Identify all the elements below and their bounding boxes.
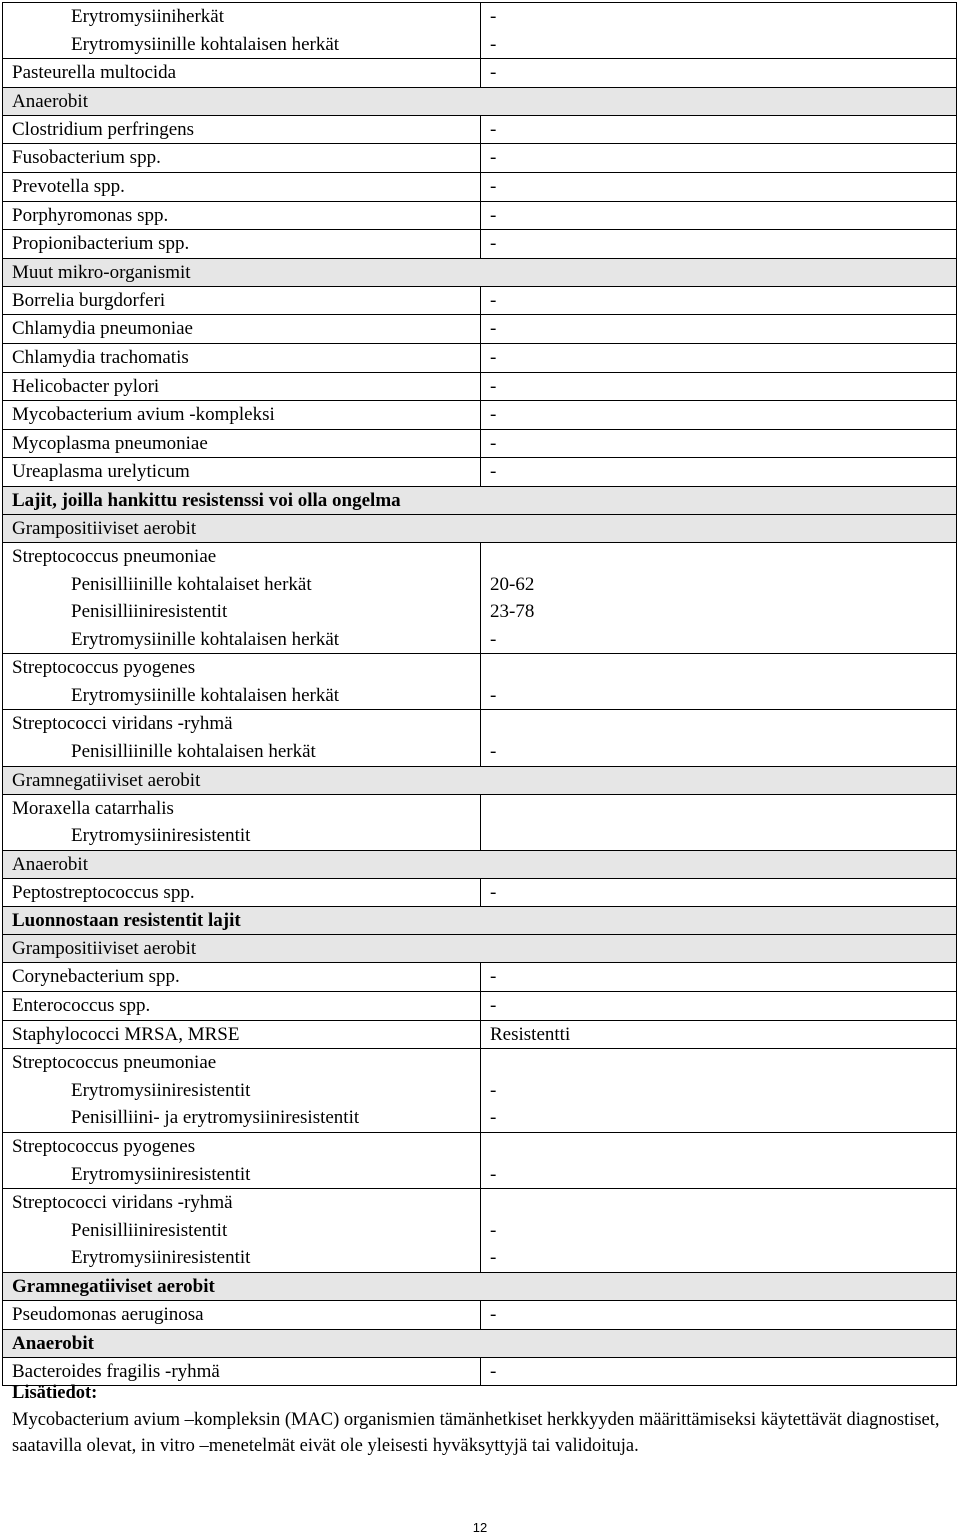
table-row [2, 287, 957, 316]
organism-cell [3, 3, 481, 58]
organism-name: Moraxella catarrhalis [12, 797, 174, 819]
organism-name: Erytromysiiniresistentit [71, 1247, 251, 1269]
organism-name: Streptococcus pneumoniae [12, 1052, 217, 1074]
resistance-value: - [490, 147, 497, 169]
table-row [2, 710, 957, 766]
organism-name: Bacteroides fragilis -ryhmä [12, 1360, 220, 1382]
organism-name: Helicobacter pylori [12, 375, 160, 397]
organism-name: Erytromysiiniherkät [71, 6, 225, 27]
resistance-cell [481, 963, 956, 991]
organism-name: Erytromysiinille kohtalaisen herkät [71, 628, 340, 650]
organism-cell [3, 654, 481, 709]
section-header: Anaerobit [2, 1330, 957, 1358]
organism-name: Borrelia burgdorferi [12, 289, 166, 311]
resistance-value: - [490, 432, 497, 454]
table-row [2, 1133, 957, 1189]
resistance-value: - [490, 881, 497, 903]
table-row [2, 2, 957, 59]
resistance-cell [481, 992, 956, 1020]
table-row [2, 1301, 957, 1330]
organism-name: Corynebacterium spp. [12, 966, 180, 988]
organism-cell [3, 430, 481, 458]
resistance-value [490, 1049, 956, 1077]
organism-cell [3, 1049, 481, 1132]
resistance-cell [481, 795, 956, 850]
resistance-cell [481, 344, 956, 372]
organism-name: Erytromysiiniresistentit [71, 1079, 251, 1101]
section-header: Gramnegatiiviset aerobit [2, 767, 957, 795]
table-row [2, 543, 957, 654]
organism-name: Penisilliinille kohtalaisen herkät [71, 741, 316, 763]
table-row [2, 344, 957, 373]
section-header: Luonnostaan resistentit lajit [2, 907, 957, 935]
resistance-value: 20-62 [490, 573, 535, 595]
table-row [2, 401, 957, 430]
resistance-value [490, 1189, 956, 1217]
table-row [2, 795, 957, 851]
resistance-cell [481, 3, 956, 58]
organism-name: Porphyromonas spp. [12, 204, 169, 226]
resistance-value [490, 543, 956, 571]
resistance-cell [481, 1301, 956, 1329]
organism-cell [3, 992, 481, 1020]
resistance-cell [481, 315, 956, 343]
resistance-value: - [490, 1079, 497, 1101]
organism-name: Streptococcus pneumoniae [12, 545, 217, 567]
organism-name: Penisilliiniresistentit [71, 1219, 228, 1241]
resistance-value: - [490, 204, 497, 226]
table-row [2, 230, 957, 259]
resistance-cell [481, 202, 956, 230]
resistance-cell [481, 1049, 956, 1132]
organism-name: Streptococcus pyogenes [12, 657, 196, 679]
resistance-value: - [490, 346, 497, 368]
resistance-value: - [490, 1107, 497, 1129]
organism-name: Streptococci viridans -ryhmä [12, 1192, 233, 1214]
organism-name: Clostridium perfringens [12, 118, 195, 140]
resistance-cell [481, 287, 956, 315]
resistance-cell [481, 59, 956, 87]
organism-cell [3, 59, 481, 87]
organism-name: Propionibacterium spp. [12, 233, 190, 255]
organism-name: Erytromysiinille kohtalaisen herkät [71, 684, 340, 706]
resistance-value: - [490, 404, 497, 426]
resistance-value: - [490, 1247, 497, 1269]
resistance-value [490, 795, 956, 823]
resistance-value [490, 822, 956, 850]
resistance-value [490, 1133, 956, 1161]
table-row [2, 1049, 957, 1133]
organism-cell [3, 315, 481, 343]
section-header: Anaerobit [2, 88, 957, 116]
section-header: Muut mikro-organismit [2, 259, 957, 287]
resistance-cell [481, 654, 956, 709]
resistance-value: - [490, 628, 497, 650]
organism-cell [3, 287, 481, 315]
resistance-cell [481, 1189, 956, 1272]
resistance-value: - [490, 375, 497, 397]
resistance-cell [481, 1021, 956, 1049]
organism-name: Pasteurella multocida [12, 62, 177, 84]
organism-cell [3, 458, 481, 486]
organism-name: Erytromysiiniresistentit [71, 825, 251, 847]
organism-cell [3, 116, 481, 144]
resistance-cell [481, 1133, 956, 1188]
organism-name: Streptococci viridans -ryhmä [12, 713, 233, 735]
table-row [2, 116, 957, 145]
resistance-cell [481, 116, 956, 144]
table-row [2, 430, 957, 459]
susceptibility-table [2, 2, 957, 1386]
organism-name: Mycobacterium avium -kompleksi [12, 404, 275, 426]
table-row [2, 144, 957, 173]
organism-cell [3, 1133, 481, 1188]
resistance-value [490, 710, 956, 738]
organism-cell [3, 173, 481, 201]
organism-cell [3, 710, 481, 765]
table-row [2, 59, 957, 88]
resistance-value: - [490, 741, 497, 763]
organism-name: Chlamydia pneumoniae [12, 318, 193, 340]
table-row [2, 992, 957, 1021]
resistance-cell [481, 230, 956, 258]
table-row [2, 173, 957, 202]
organism-name: Penisilliinille kohtalaiset herkät [71, 573, 312, 595]
resistance-value: Resistentti [490, 1023, 571, 1045]
notes-body: Mycobacterium avium –kompleksin (MAC) organismien tämänhetkiset herkkyyden määrittämiseksi käytettävät diagnostiset, saatavilla olevat, in vitro –menetelmät eivät ole yleisesti hyväksyttyjä tai validoituja. [12, 1409, 940, 1456]
resistance-value: - [490, 995, 497, 1017]
table-row [2, 202, 957, 231]
section-header: Anaerobit [2, 851, 957, 879]
organism-name: Enterococcus spp. [12, 995, 151, 1017]
table-row [2, 1189, 957, 1273]
resistance-value [490, 654, 956, 682]
organism-cell [3, 543, 481, 653]
organism-cell [3, 344, 481, 372]
resistance-value: - [490, 461, 497, 483]
organism-name: Penisilliiniresistentit [71, 601, 228, 623]
organism-cell [3, 202, 481, 230]
resistance-cell [481, 173, 956, 201]
resistance-value: 23-78 [490, 601, 535, 623]
organism-cell [3, 1301, 481, 1329]
resistance-cell [481, 144, 956, 172]
organism-name: Penisilliini- ja erytromysiiniresistentit [71, 1107, 360, 1129]
resistance-value: - [490, 1360, 497, 1382]
additional-info [12, 1380, 942, 1460]
notes-title: Lisätiedot: [12, 1383, 98, 1403]
organism-cell [3, 1021, 481, 1049]
table-row [2, 458, 957, 487]
resistance-value: - [490, 118, 497, 140]
organism-name: Pseudomonas aeruginosa [12, 1303, 204, 1325]
resistance-value: - [490, 1163, 497, 1185]
organism-name: Streptococcus pyogenes [12, 1136, 196, 1157]
resistance-value: - [490, 62, 497, 84]
resistance-value: - [490, 684, 497, 706]
organism-cell [3, 401, 481, 429]
resistance-value: - [490, 318, 497, 340]
resistance-cell [481, 543, 956, 653]
organism-cell [3, 230, 481, 258]
organism-name: Peptostreptococcus spp. [12, 881, 195, 903]
resistance-value: - [490, 6, 497, 27]
organism-name: Erytromysiiniresistentit [71, 1163, 251, 1185]
section-header: Grampositiiviset aerobit [2, 515, 957, 543]
organism-cell [3, 879, 481, 907]
organism-cell [3, 144, 481, 172]
table-row [2, 963, 957, 992]
organism-name: Fusobacterium spp. [12, 147, 161, 169]
table-row [2, 879, 957, 908]
table-row [2, 1021, 957, 1050]
organism-cell [3, 373, 481, 401]
resistance-cell [481, 458, 956, 486]
table-row [2, 654, 957, 710]
resistance-value: - [490, 289, 497, 311]
organism-name: Chlamydia trachomatis [12, 346, 189, 368]
resistance-cell [481, 430, 956, 458]
resistance-value: - [490, 33, 497, 55]
organism-name: Staphylococci MRSA, MRSE [12, 1023, 240, 1045]
resistance-cell [481, 373, 956, 401]
resistance-value: - [490, 1219, 497, 1241]
organism-name: Prevotella spp. [12, 175, 125, 197]
organism-name: Mycoplasma pneumoniae [12, 432, 208, 454]
resistance-cell [481, 879, 956, 907]
section-header: Lajit, joilla hankittu resistenssi voi olla ongelma [2, 487, 957, 515]
section-header: Gramnegatiiviset aerobit [2, 1273, 957, 1301]
organism-cell [3, 795, 481, 850]
organism-name: Erytromysiinille kohtalaisen herkät [71, 33, 340, 55]
resistance-value: - [490, 966, 497, 988]
organism-cell [3, 1189, 481, 1272]
resistance-value: - [490, 175, 497, 197]
page-number: 12 [472, 1520, 488, 1535]
resistance-cell [481, 401, 956, 429]
table-row [2, 315, 957, 344]
resistance-cell [481, 710, 956, 765]
organism-cell [3, 963, 481, 991]
organism-name: Ureaplasma urelyticum [12, 461, 190, 483]
resistance-value: - [490, 233, 497, 255]
resistance-value: - [490, 1303, 497, 1325]
section-header: Grampositiiviset aerobit [2, 935, 957, 963]
table-row [2, 373, 957, 402]
